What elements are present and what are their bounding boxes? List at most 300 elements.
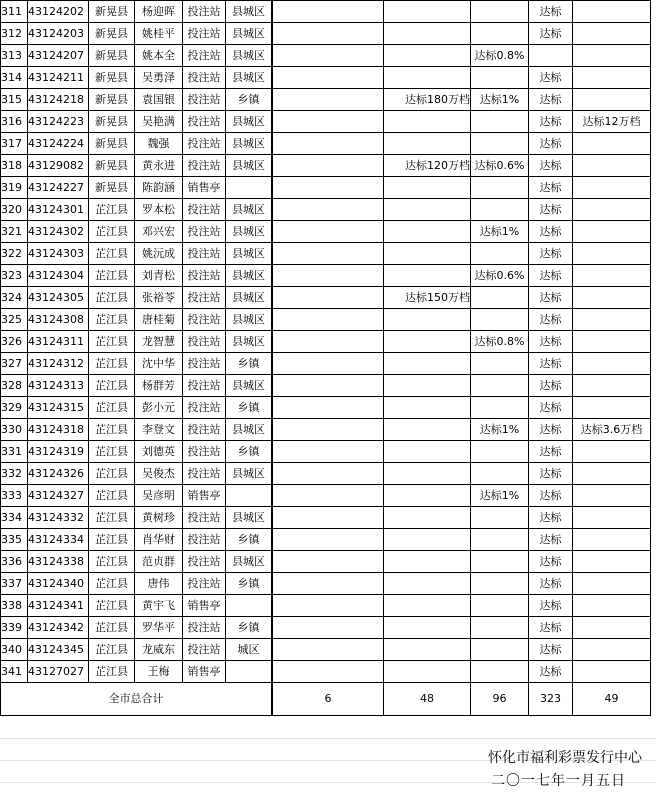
county-name: 芷江县 — [89, 441, 135, 463]
station-type: 投注站 — [183, 353, 226, 375]
metric-d: 达标 — [529, 419, 573, 441]
owner-name: 彭小元 — [135, 397, 183, 419]
row-number: 317 — [1, 133, 28, 155]
metric-b — [384, 23, 471, 45]
county-name: 新晃县 — [89, 177, 135, 199]
owner-name: 唐伟 — [135, 573, 183, 595]
row-number: 314 — [1, 67, 28, 89]
metric-a — [273, 45, 384, 67]
area-type: 县城区 — [226, 111, 272, 133]
area-type: 县城区 — [226, 331, 272, 353]
owner-name: 吴俊杰 — [135, 463, 183, 485]
row-number: 335 — [1, 529, 28, 551]
metric-e — [573, 595, 651, 617]
metric-a — [273, 155, 384, 177]
metric-d: 达标 — [529, 617, 573, 639]
row-number: 315 — [1, 89, 28, 111]
row-number: 337 — [1, 573, 28, 595]
metric-d: 达标 — [529, 595, 573, 617]
county-name: 芷江县 — [89, 243, 135, 265]
metric-e — [573, 67, 651, 89]
area-type: 县城区 — [226, 23, 272, 45]
area-type: 县城区 — [226, 243, 272, 265]
metric-c: 达标0.8% — [471, 331, 529, 353]
metric-b: 达标150万档 — [384, 287, 471, 309]
owner-name: 黄永进 — [135, 155, 183, 177]
metric-d: 达标 — [529, 287, 573, 309]
county-name: 芷江县 — [89, 551, 135, 573]
owner-name: 邓兴宏 — [135, 221, 183, 243]
owner-name: 肖华财 — [135, 529, 183, 551]
owner-name: 黄宇飞 — [135, 595, 183, 617]
station-type: 投注站 — [183, 331, 226, 353]
row-number: 327 — [1, 353, 28, 375]
metric-e — [573, 133, 651, 155]
area-type: 县城区 — [226, 265, 272, 287]
metric-d: 达标 — [529, 111, 573, 133]
metric-d: 达标 — [529, 485, 573, 507]
total-label: 全市总合计 — [1, 683, 272, 716]
owner-name: 吴勇泽 — [135, 67, 183, 89]
metric-a — [273, 463, 384, 485]
table-row — [1, 1, 651, 23]
metric-d: 达标 — [529, 573, 573, 595]
area-type: 乡镇 — [226, 89, 272, 111]
station-type: 投注站 — [183, 287, 226, 309]
county-name: 芷江县 — [89, 353, 135, 375]
metric-e — [573, 331, 651, 353]
table-row — [1, 111, 651, 133]
row-number: 313 — [1, 45, 28, 67]
table-row — [1, 529, 651, 551]
station-type: 投注站 — [183, 199, 226, 221]
station-type: 投注站 — [183, 529, 226, 551]
table-row — [1, 265, 651, 287]
metric-d: 达标 — [529, 397, 573, 419]
metric-b — [384, 67, 471, 89]
metric-b — [384, 265, 471, 287]
metric-e — [573, 551, 651, 573]
county-name: 芷江县 — [89, 419, 135, 441]
issuer-name: 怀化市福利彩票发行中心 — [488, 750, 642, 766]
metric-a — [273, 23, 384, 45]
metric-b — [384, 1, 471, 23]
station-code: 43124301 — [28, 199, 89, 221]
owner-name: 杨迎晖 — [135, 1, 183, 23]
metric-d: 达标 — [529, 89, 573, 111]
metric-b — [384, 529, 471, 551]
issue-date: 二〇一七年一月五日 — [491, 773, 626, 789]
metric-d: 达标 — [529, 375, 573, 397]
county-name: 新晃县 — [89, 111, 135, 133]
table-row — [1, 441, 651, 463]
metric-e — [573, 309, 651, 331]
metric-c — [471, 617, 529, 639]
county-name: 新晃县 — [89, 89, 135, 111]
station-type: 投注站 — [183, 1, 226, 23]
metric-b: 达标120万档 — [384, 155, 471, 177]
metric-e — [573, 617, 651, 639]
row-number: 311 — [1, 1, 28, 23]
metric-d: 达标 — [529, 133, 573, 155]
table-row — [1, 375, 651, 397]
station-code: 43124319 — [28, 441, 89, 463]
station-type: 投注站 — [183, 155, 226, 177]
row-number: 333 — [1, 485, 28, 507]
table-row — [1, 463, 651, 485]
station-code: 43124202 — [28, 1, 89, 23]
table-row — [1, 221, 651, 243]
county-name: 芷江县 — [89, 617, 135, 639]
metric-e — [573, 199, 651, 221]
station-code: 43124342 — [28, 617, 89, 639]
row-number: 331 — [1, 441, 28, 463]
row-number: 324 — [1, 287, 28, 309]
metric-c — [471, 23, 529, 45]
station-code: 43124334 — [28, 529, 89, 551]
station-type: 投注站 — [183, 507, 226, 529]
table-row — [1, 595, 651, 617]
area-type — [226, 595, 272, 617]
metric-b — [384, 551, 471, 573]
metric-d: 达标 — [529, 177, 573, 199]
station-type: 投注站 — [183, 45, 226, 67]
area-type: 县城区 — [226, 507, 272, 529]
owner-name: 陈韵涵 — [135, 177, 183, 199]
table-row — [1, 287, 651, 309]
area-type: 县城区 — [226, 551, 272, 573]
metric-a — [273, 441, 384, 463]
station-code: 43124315 — [28, 397, 89, 419]
station-type: 投注站 — [183, 551, 226, 573]
metric-d: 达标 — [529, 353, 573, 375]
county-name: 芷江县 — [89, 397, 135, 419]
metric-e — [573, 221, 651, 243]
metric-a — [273, 529, 384, 551]
row-number: 341 — [1, 661, 28, 683]
metric-e — [573, 287, 651, 309]
station-code: 43124304 — [28, 265, 89, 287]
area-type: 县城区 — [226, 419, 272, 441]
metric-a — [273, 331, 384, 353]
station-code: 43124345 — [28, 639, 89, 661]
table-row — [1, 155, 651, 177]
metric-c — [471, 1, 529, 23]
metric-a — [273, 419, 384, 441]
metric-b — [384, 353, 471, 375]
metric-c — [471, 375, 529, 397]
station-code: 43124305 — [28, 287, 89, 309]
area-type: 县城区 — [226, 463, 272, 485]
station-code: 43124332 — [28, 507, 89, 529]
metric-e — [573, 177, 651, 199]
station-type: 投注站 — [183, 639, 226, 661]
metric-a — [273, 67, 384, 89]
metric-c: 达标0.6% — [471, 265, 529, 287]
area-type — [226, 661, 272, 683]
station-code: 43124341 — [28, 595, 89, 617]
area-type: 县城区 — [226, 45, 272, 67]
total-c: 96 — [471, 683, 529, 716]
station-code: 43124303 — [28, 243, 89, 265]
metric-a — [273, 133, 384, 155]
metric-c — [471, 595, 529, 617]
metric-b — [384, 309, 471, 331]
area-type: 县城区 — [226, 287, 272, 309]
station-type: 销售亭 — [183, 177, 226, 199]
county-name: 芷江县 — [89, 331, 135, 353]
county-name: 新晃县 — [89, 67, 135, 89]
table-row — [1, 639, 651, 661]
metric-e — [573, 45, 651, 67]
area-type: 乡镇 — [226, 353, 272, 375]
metric-e — [573, 639, 651, 661]
station-code: 43124227 — [28, 177, 89, 199]
station-type: 投注站 — [183, 375, 226, 397]
table-row — [1, 133, 651, 155]
metric-c — [471, 529, 529, 551]
station-type: 投注站 — [183, 265, 226, 287]
metric-e — [573, 661, 651, 683]
table-row — [1, 353, 651, 375]
owner-name: 李登文 — [135, 419, 183, 441]
owner-name: 袁国银 — [135, 89, 183, 111]
station-type: 投注站 — [183, 89, 226, 111]
metric-c — [471, 353, 529, 375]
metric-d: 达标 — [529, 529, 573, 551]
metric-e — [573, 1, 651, 23]
row-number: 330 — [1, 419, 28, 441]
table-body — [1, 1, 651, 683]
metric-a — [273, 177, 384, 199]
metric-b — [384, 177, 471, 199]
metric-a — [273, 221, 384, 243]
total-e: 49 — [573, 683, 651, 716]
row-number: 338 — [1, 595, 28, 617]
row-number: 334 — [1, 507, 28, 529]
table-row — [1, 67, 651, 89]
table-row — [1, 485, 651, 507]
row-number: 316 — [1, 111, 28, 133]
area-type — [226, 485, 272, 507]
metric-c: 达标1% — [471, 221, 529, 243]
station-type: 投注站 — [183, 23, 226, 45]
station-type: 投注站 — [183, 573, 226, 595]
metric-b — [384, 45, 471, 67]
owner-name: 罗本松 — [135, 199, 183, 221]
station-code: 43124308 — [28, 309, 89, 331]
row-number: 320 — [1, 199, 28, 221]
metric-c — [471, 441, 529, 463]
metric-d: 达标 — [529, 199, 573, 221]
metric-c — [471, 111, 529, 133]
metric-c — [471, 639, 529, 661]
metric-a — [273, 573, 384, 595]
county-name: 芷江县 — [89, 287, 135, 309]
metric-e — [573, 573, 651, 595]
metric-c: 达标1% — [471, 419, 529, 441]
station-code: 43124327 — [28, 485, 89, 507]
area-type: 县城区 — [226, 375, 272, 397]
metric-d: 达标 — [529, 67, 573, 89]
metric-c: 达标1% — [471, 89, 529, 111]
total-b: 48 — [384, 683, 471, 716]
area-type: 县城区 — [226, 221, 272, 243]
metric-d: 达标 — [529, 309, 573, 331]
metric-a — [273, 265, 384, 287]
owner-name: 龙威东 — [135, 639, 183, 661]
metric-b — [384, 463, 471, 485]
metric-d: 达标 — [529, 265, 573, 287]
metric-b — [384, 133, 471, 155]
station-code: 43129082 — [28, 155, 89, 177]
county-name: 芷江县 — [89, 507, 135, 529]
table-row — [1, 551, 651, 573]
county-name: 芷江县 — [89, 199, 135, 221]
table-row — [1, 177, 651, 199]
station-type: 投注站 — [183, 243, 226, 265]
metric-d: 达标 — [529, 1, 573, 23]
metric-c — [471, 661, 529, 683]
metric-b — [384, 617, 471, 639]
station-type: 投注站 — [183, 617, 226, 639]
owner-name: 刘青松 — [135, 265, 183, 287]
county-name: 芷江县 — [89, 595, 135, 617]
table-row — [1, 199, 651, 221]
county-name: 芷江县 — [89, 463, 135, 485]
metric-b — [384, 485, 471, 507]
table-row — [1, 243, 651, 265]
owner-name: 姚桂平 — [135, 23, 183, 45]
owner-name: 罗华平 — [135, 617, 183, 639]
station-code: 43124340 — [28, 573, 89, 595]
county-name: 芷江县 — [89, 529, 135, 551]
metric-b — [384, 507, 471, 529]
metric-b: 达标180万档 — [384, 89, 471, 111]
total-row — [1, 683, 651, 716]
metric-a — [273, 639, 384, 661]
total-d: 323 — [529, 683, 573, 716]
metric-d: 达标 — [529, 155, 573, 177]
metric-c — [471, 573, 529, 595]
metric-c — [471, 287, 529, 309]
station-type: 投注站 — [183, 463, 226, 485]
metric-b — [384, 441, 471, 463]
metric-c — [471, 397, 529, 419]
metric-c: 达标0.8% — [471, 45, 529, 67]
county-name: 芷江县 — [89, 265, 135, 287]
metric-e — [573, 353, 651, 375]
station-code: 43124302 — [28, 221, 89, 243]
station-code: 43124312 — [28, 353, 89, 375]
row-number: 323 — [1, 265, 28, 287]
station-type: 投注站 — [183, 67, 226, 89]
owner-name: 沈中华 — [135, 353, 183, 375]
county-name: 新晃县 — [89, 1, 135, 23]
station-code: 43124338 — [28, 551, 89, 573]
metric-a — [273, 661, 384, 683]
metric-e — [573, 243, 651, 265]
area-type: 乡镇 — [226, 397, 272, 419]
area-type: 乡镇 — [226, 529, 272, 551]
table-row — [1, 617, 651, 639]
metric-e — [573, 507, 651, 529]
station-type: 销售亭 — [183, 485, 226, 507]
metric-e — [573, 485, 651, 507]
owner-name: 吴彦明 — [135, 485, 183, 507]
metric-c — [471, 507, 529, 529]
metric-e — [573, 265, 651, 287]
metric-b — [384, 595, 471, 617]
county-name: 新晃县 — [89, 155, 135, 177]
owner-name: 黄树珍 — [135, 507, 183, 529]
metric-b — [384, 375, 471, 397]
metric-d: 达标 — [529, 441, 573, 463]
county-name: 新晃县 — [89, 45, 135, 67]
metric-b — [384, 199, 471, 221]
metric-d — [529, 45, 573, 67]
county-name: 芷江县 — [89, 573, 135, 595]
metric-b — [384, 111, 471, 133]
total-a: 6 — [273, 683, 384, 716]
owner-name: 龙智慧 — [135, 331, 183, 353]
metric-c — [471, 551, 529, 573]
metric-e — [573, 463, 651, 485]
station-code: 43124207 — [28, 45, 89, 67]
metric-b — [384, 397, 471, 419]
station-type: 投注站 — [183, 419, 226, 441]
metric-e — [573, 441, 651, 463]
row-number: 328 — [1, 375, 28, 397]
metric-d: 达标 — [529, 639, 573, 661]
owner-name: 姚本全 — [135, 45, 183, 67]
row-number: 318 — [1, 155, 28, 177]
table-row — [1, 331, 651, 353]
area-type: 乡镇 — [226, 441, 272, 463]
station-code: 43127027 — [28, 661, 89, 683]
owner-name: 范贞群 — [135, 551, 183, 573]
station-code: 43124224 — [28, 133, 89, 155]
owner-name: 唐桂菊 — [135, 309, 183, 331]
metric-d: 达标 — [529, 243, 573, 265]
table-row — [1, 573, 651, 595]
metric-e: 达标12万档 — [573, 111, 651, 133]
station-type: 投注站 — [183, 221, 226, 243]
metric-a — [273, 287, 384, 309]
station-code: 43124313 — [28, 375, 89, 397]
metric-a — [273, 309, 384, 331]
owner-name: 杨群芳 — [135, 375, 183, 397]
metric-e — [573, 529, 651, 551]
station-code: 43124318 — [28, 419, 89, 441]
metric-c: 达标0.6% — [471, 155, 529, 177]
county-name: 芷江县 — [89, 661, 135, 683]
table-row — [1, 419, 651, 441]
table-row — [1, 661, 651, 683]
metric-e: 达标3.6万档 — [573, 419, 651, 441]
metric-e — [573, 397, 651, 419]
owner-name: 吴艳满 — [135, 111, 183, 133]
metric-a — [273, 353, 384, 375]
metric-a — [273, 551, 384, 573]
area-type: 乡镇 — [226, 617, 272, 639]
metric-b — [384, 639, 471, 661]
row-number: 325 — [1, 309, 28, 331]
table-row — [1, 23, 651, 45]
station-type: 投注站 — [183, 133, 226, 155]
metric-b — [384, 331, 471, 353]
metric-d: 达标 — [529, 221, 573, 243]
